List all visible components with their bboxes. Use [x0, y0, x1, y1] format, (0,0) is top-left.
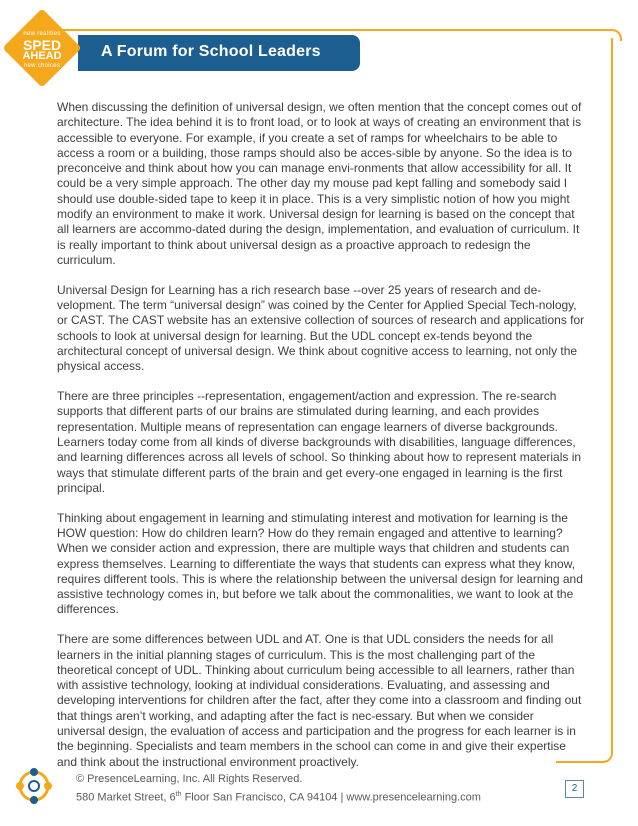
paragraph: Thinking about engagement in learning and stimulating interest and motivation for learning is the HOW question: How do children learn? How do they remain engaged and attentive to learning? When we consider action and expression, there are multiple ways that children and students can express themselves. Learning to differentiate the ways that students can express what they know, requires different tools. This is where the relationship between the universal design for learning and assistive technology comes in, but before we talk about the commonalities, we want to look at the differences.	[57, 510, 583, 617]
footer-address-suffix: Floor San Francisco, CA 94104 | www.presencelearning.com	[181, 791, 481, 804]
frame-border-right	[611, 38, 613, 728]
footer-address-sup: th	[175, 791, 182, 798]
footer-address	[76, 787, 481, 806]
page-title: A Forum for School Leaders	[101, 43, 321, 60]
paragraph: When discussing the definition of universal design, we often mention that the concept comes out of architecture. The idea behind it is to front load, or to look at ways of creating an environment that is accessible to everyone. For example, if you create a set of ramps for wheelchairs to be able to access a room or a building, those ramps should also be acces-sible by anyone. So the idea is to preconceive and think about how you can manage envi-ronments that allow accessibility for all. It could be a very simple approach. The other day my mouse pad kept falling and somebody said I should use double-sided tape to keep it in place. This is a very simplistic notion of how you might modify an environment to make it work. Universal design for learning is based on the concept that all learners are accommo-dated during the design, implementation, and evaluation of curriculum. It is really important to think about universal design as a proactive approach to redesign the curriculum.	[57, 100, 582, 267]
page-number: 2	[565, 780, 584, 798]
logo-tagline-top: new realities	[23, 31, 61, 37]
logo-word-ahead: AHEAD	[22, 50, 62, 62]
footer	[76, 771, 481, 806]
logo-tagline-bottom: new choices	[23, 63, 61, 69]
footer-address-prefix: 580 Market Street, 6	[76, 791, 176, 804]
paragraph: Universal Design for Learning has a rich research base --over 25 years of research and de-velopment. The term “universal design” was coined by the Center for Applied Special Tech-nology, or CAST. The CAST website has an extensive collection of sources of research and applications for schools to look at universal design for learning. But the UDL concept ex-tends beyond the architectural concept of universal design. We think about cognitive access to learning, not only the physical access.	[57, 282, 585, 374]
article-body	[57, 100, 585, 784]
logo-word-sped: SPED	[22, 37, 62, 53]
sped-ahead-logo	[2, 8, 82, 88]
paragraph: There are three principles --representation, engagement/action and expression. The re-search supports that different parts of our brains are stimulated during learning, and each provides representation. Multiple means of representation can engage learners of diverse backgrounds. Learners today come from all kinds of diverse backgrounds with disabilities, language differences, and learning differences across all levels of school. So thinking about how to represent materials in ways that stimulate different parts of the brain and get every-one engaged in learning is the first principal.	[57, 389, 582, 495]
footer-copyright: © PresenceLearning, Inc. All Rights Reserved.	[76, 773, 303, 785]
paragraph: There are some differences between UDL and AT. One is that UDL considers the needs for all learners in the initial planning stages of curriculum. This is the most challenging part of the theoretical concept of UDL. Thinking about curriculum being accessible to all learners, rather than with assistive technology, looking at individual considerations. Evaluating, and assessing and developing interventions for children after the fact, after they come into a classroom and finding out that things aren’t working, and adapting after the fact is nec-essary. But when we consider universal design, the evaluation of access and participation and the progress for each learner is in the beginning. Specialists and team members in the school can come in and give their expertise and think about the instructional environment proactively.	[57, 632, 582, 769]
presencelearning-logo-icon	[15, 767, 53, 805]
